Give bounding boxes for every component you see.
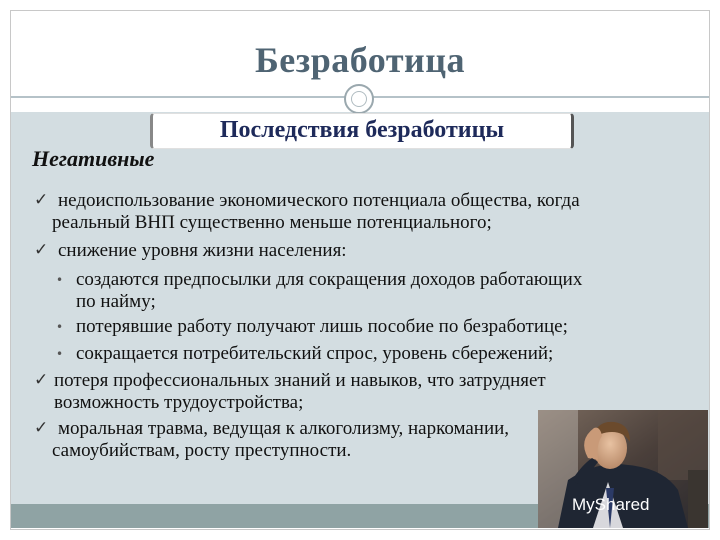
list-item-line: возможность трудоустройства; xyxy=(54,392,304,413)
list-item xyxy=(76,343,553,365)
list-item-line: самоубийствам, росту преступности. xyxy=(52,440,352,461)
circle-ornament-inner xyxy=(351,91,367,107)
list-item-line: потеря профессиональных знаний и навыков, что затрудняет xyxy=(54,370,546,391)
circle-ornament-icon xyxy=(344,84,374,114)
list-item-line: по найму; xyxy=(76,291,156,312)
subtitle-box: Последствия безработицы xyxy=(150,113,574,149)
check-icon: ✓ xyxy=(34,190,49,210)
list-item xyxy=(52,190,580,234)
list-item xyxy=(52,418,510,462)
list-item-line: потерявшие работу получают лишь пособие по безработице; xyxy=(76,316,568,337)
list-item-line: реальный ВНП существенно меньше потенциального; xyxy=(52,212,492,233)
section-heading: Негативные xyxy=(32,146,155,171)
list-item-line: снижение уровня жизни населения: xyxy=(58,240,347,261)
list-item xyxy=(76,269,582,313)
list-item xyxy=(54,370,546,414)
check-icon: ✓ xyxy=(34,370,49,390)
list-item-line: недоиспользование экономического потенциала общества, когда xyxy=(58,190,580,211)
list-item-line: сокращается потребительский спрос, уровень сбережений; xyxy=(76,343,554,364)
bullet-dot-icon: • xyxy=(56,347,64,361)
slide-title: Безработица xyxy=(255,40,465,80)
list-item xyxy=(76,316,568,338)
check-icon: ✓ xyxy=(34,240,49,260)
bullet-dot-icon: • xyxy=(56,273,64,287)
bullet-dot-icon: • xyxy=(56,320,64,334)
list-item-line: моральная травма, ведущая к алкоголизму, наркомании, xyxy=(58,418,510,439)
watermark: MyShared xyxy=(572,495,650,514)
list-item-line: создаются предпосылки для сокращения доходов работающих xyxy=(76,269,583,290)
check-icon: ✓ xyxy=(34,418,49,438)
list-item xyxy=(58,240,347,262)
